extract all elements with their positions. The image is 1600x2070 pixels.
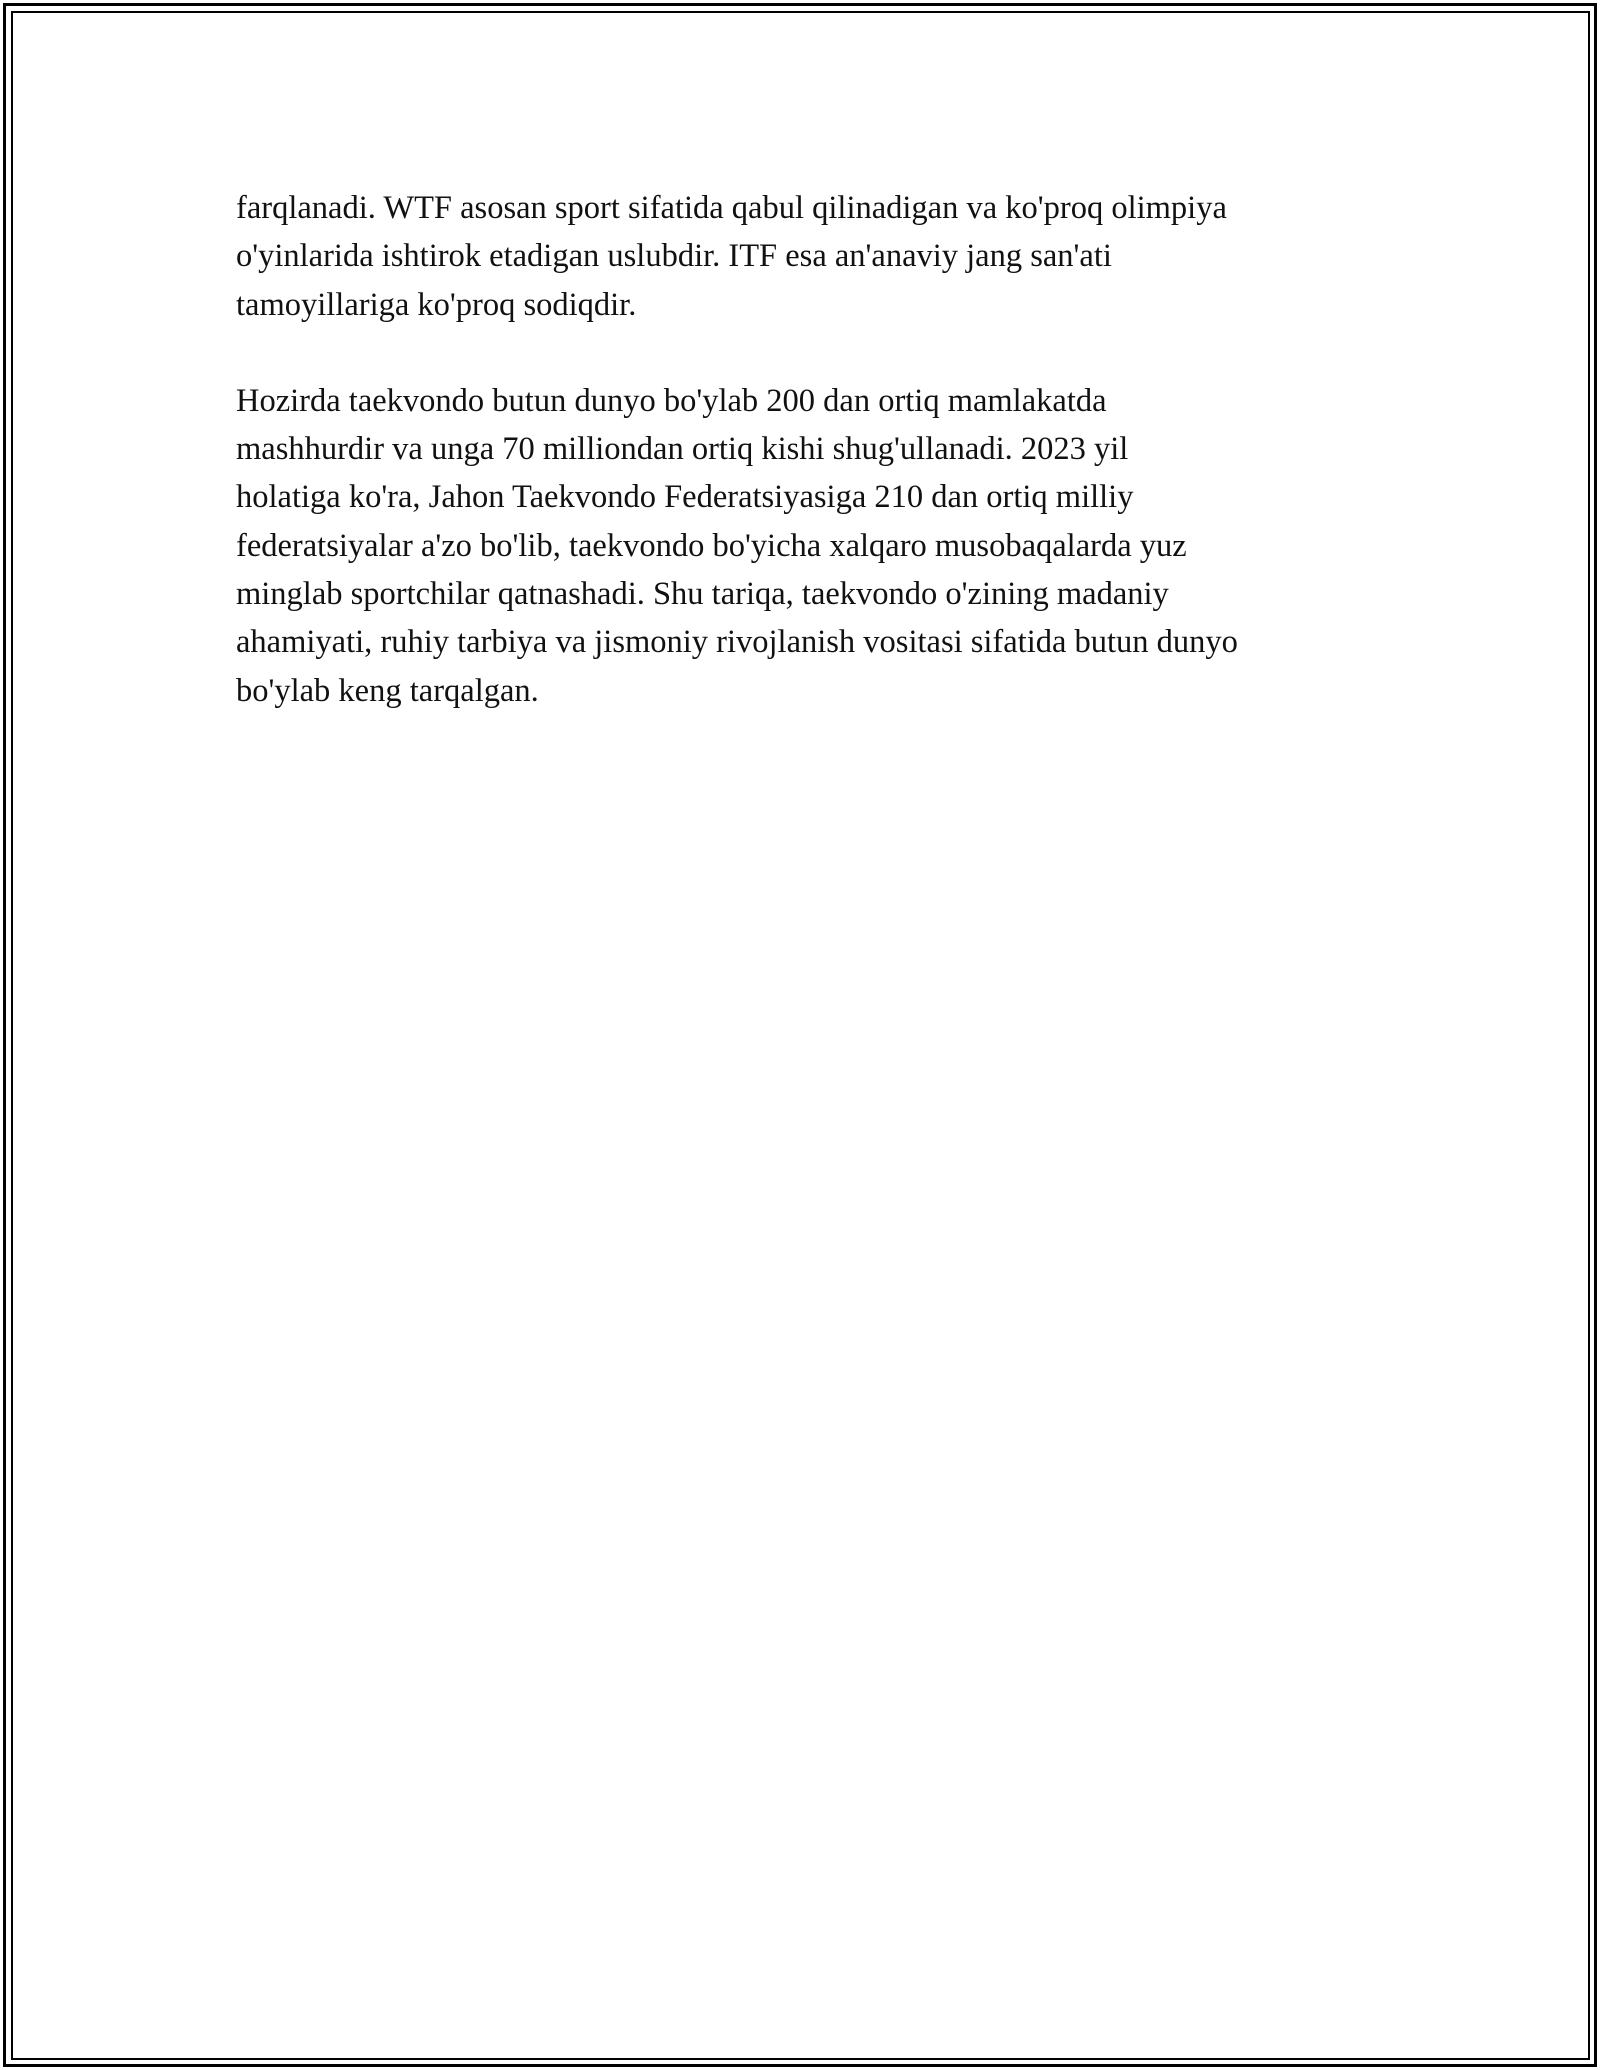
text-line: Hozirda taekvondo butun dunyo bo'ylab 200 dan ortiq mamlakatda bbox=[236, 382, 1107, 419]
paragraph-2 bbox=[236, 377, 1376, 715]
text-line: mashhurdir va unga 70 milliondan ortiq kishi shug'ullanadi. 2023 yil bbox=[236, 431, 1129, 468]
document-body bbox=[236, 184, 1376, 715]
text-line: federatsiyalar a'zo bo'lib, taekvondo bo'yicha xalqaro musobaqalarda yuz bbox=[236, 527, 1187, 564]
paragraph-1 bbox=[236, 184, 1376, 329]
text-line: minglab sportchilar qatnashadi. Shu tariqa, taekvondo o'zining madaniy bbox=[236, 576, 1169, 613]
text-line: bo'ylab keng tarqalgan. bbox=[236, 672, 539, 709]
text-line: holatiga ko'ra, Jahon Taekvondo Federatsiyasiga 210 dan ortiq milliy bbox=[236, 479, 1134, 516]
text-line: ahamiyati, ruhiy tarbiya va jismoniy rivojlanish vositasi sifatida butun dunyo bbox=[236, 624, 1238, 661]
text-line: tamoyillariga ko'proq sodiqdir. bbox=[236, 286, 637, 323]
text-line: o'yinlarida ishtirok etadigan uslubdir. ITF esa an'anaviy jang san'ati bbox=[236, 238, 1112, 275]
text-line: farqlanadi. WTF asosan sport sifatida qabul qilinadigan va ko'proq olimpiya bbox=[236, 190, 1227, 226]
